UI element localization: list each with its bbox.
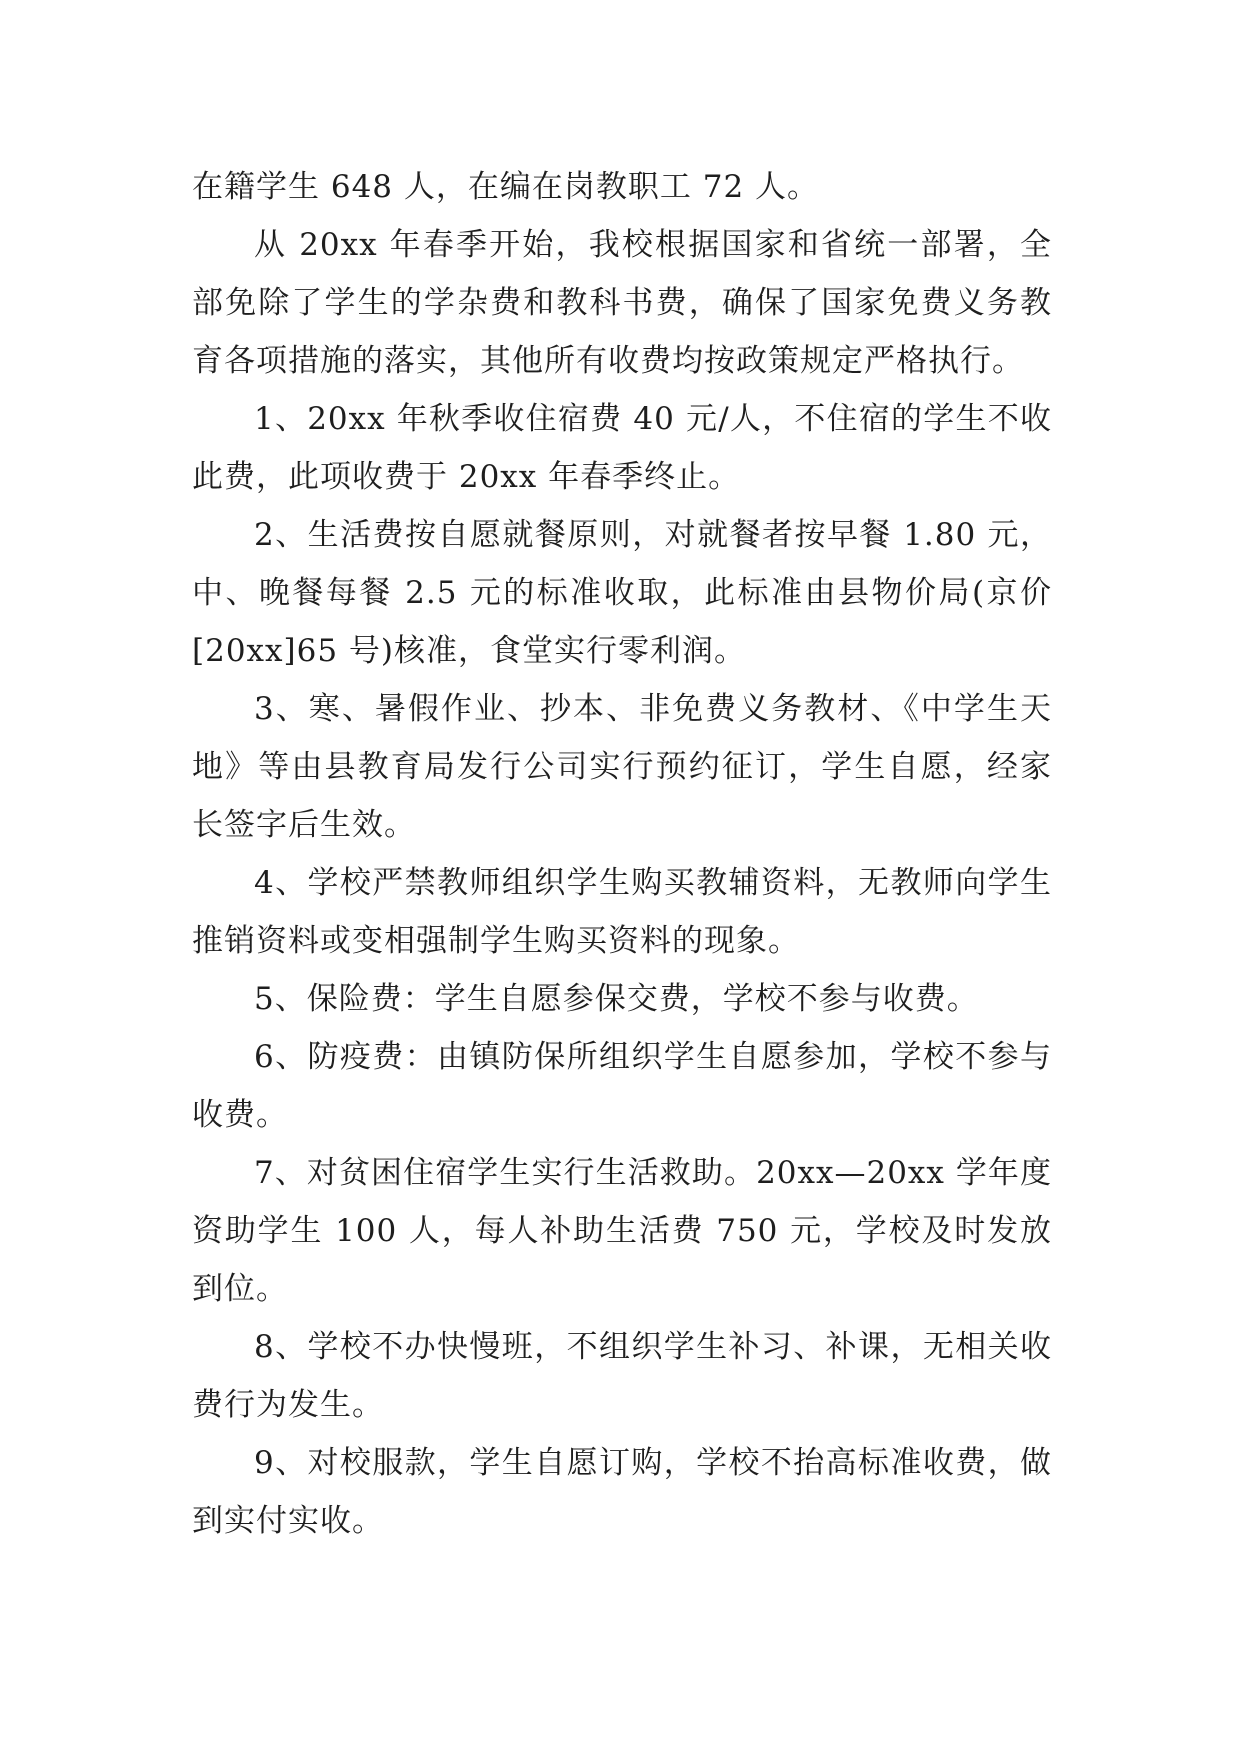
paragraph-item-6-vaccination: 6、防疫费：由镇防保所组织学生自愿参加，学校不参与收费。 bbox=[192, 1039, 1052, 1133]
paragraph-item-4-teaching-aids: 4、学校严禁教师组织学生购买教辅资料，无教师向学生推销资料或变相强制学生购买资料的现象。 bbox=[192, 865, 1052, 959]
paragraph-item-5-insurance: 5、保险费：学生自愿参保交费，学校不参与收费。 bbox=[254, 981, 979, 1017]
paragraph-item-9-uniforms: 9、对校服款，学生自愿订购，学校不抬高标准收费，做到实付实收。 bbox=[192, 1445, 1052, 1539]
document-body bbox=[192, 158, 1052, 1550]
paragraph-enrollment: 在籍学生 648 人，在编在岗教职工 72 人。 bbox=[192, 169, 820, 205]
paragraph-fee-exemption: 从 20xx 年春季开始，我校根据国家和省统一部署，全部免除了学生的学杂费和教科书费，确保了国家免费义务教育各项措施的落实，其他所有收费均按政策规定严格执行。 bbox=[192, 227, 1052, 379]
paragraph-item-1-accommodation: 1、20xx 年秋季收住宿费 40 元/人，不住宿的学生不收此费，此项收费于 20xx 年春季终止。 bbox=[192, 401, 1052, 495]
paragraph-item-7-aid: 7、对贫困住宿学生实行生活救助。20xx—20xx 学年度资助学生 100 人，每人补助生活费 750 元，学校及时发放到位。 bbox=[192, 1155, 1052, 1307]
paragraph-item-8-classes: 8、学校不办快慢班，不组织学生补习、补课，无相关收费行为发生。 bbox=[192, 1329, 1052, 1423]
paragraph-item-2-meals: 2、生活费按自愿就餐原则，对就餐者按早餐 1.80 元，中、晚餐每餐 2.5 元的标准收取，此标准由县物价局(京价[20xx]65 号)核准，食堂实行零利润。 bbox=[192, 517, 1052, 669]
paragraph-item-3-materials: 3、寒、暑假作业、抄本、非免费义务教材、《中学生天地》等由县教育局发行公司实行预约征订，学生自愿，经家长签字后生效。 bbox=[192, 691, 1052, 843]
